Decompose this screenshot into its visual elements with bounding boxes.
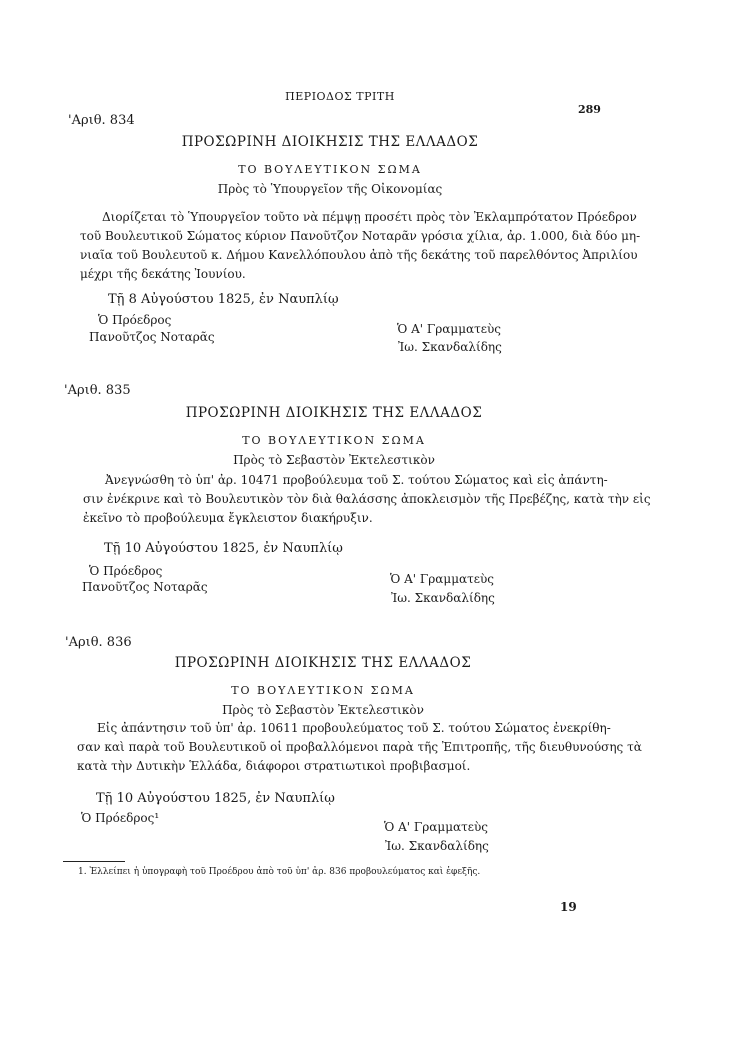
entry-paragraph xyxy=(80,208,641,284)
president-name: Πανοῦτζος Νοταρᾶς xyxy=(89,330,215,344)
footnote-rule xyxy=(63,861,125,862)
entry-number: 'Αριθ. 834 xyxy=(68,113,135,128)
date-line: Τῇ 10 Αὐγούστου 1825, ἐν Ναυπλίῳ xyxy=(104,541,343,556)
president-title: Ὁ Πρόεδρος xyxy=(98,313,172,327)
secretary-name: Ἰω. Σκανδαλίδης xyxy=(385,839,489,853)
paragraph-line: νιαῖα τοῦ Βουλευτοῦ κ. Δήμου Κανελλόπουλου ἀπὸ τῆς δεκάτης τοῦ παρελθόντος Ἀπριλίου xyxy=(80,248,638,262)
footnote: 1. Ἐλλείπει ἡ ὑπογραφὴ τοῦ Προέδρου ἀπὸ τοῦ ὑπ' ἀρ. 836 προβουλεύματος καὶ ἐφεξῆς. xyxy=(78,867,481,877)
entry-paragraph xyxy=(77,719,642,776)
paragraph-line: κατὰ τὴν Δυτικὴν Ἑλλάδα, διάφοροι στρατιωτικοὶ προβιβασμοί. xyxy=(77,759,471,773)
secretary-name: Ἰω. Σκανδαλίδης xyxy=(391,591,495,605)
paragraph-line: Ἀνεγνώσθη τὸ ὑπ' ἀρ. 10471 προβούλευμα τοῦ Σ. τούτου Σώματος καὶ εἰς ἀπάντη- xyxy=(105,473,608,487)
entry-number: 'Αριθ. 836 xyxy=(65,635,132,650)
entry-paragraph xyxy=(83,471,651,528)
addressee: Πρὸς τὸ Σεβαστὸν Ἐκτελεστικὸν xyxy=(222,703,424,717)
paragraph-line: Διορίζεται τὸ Ὑπουργεῖον τοῦτο νὰ πέμψῃ προσέτι πρὸς τὸν Ἐκλαμπρότατον Πρόεδρον xyxy=(102,210,637,224)
secretary-title: Ὁ Α' Γραμματεὺς xyxy=(384,820,488,834)
paragraph-line: τοῦ Βουλευτικοῦ Σώματος κύριον Πανοῦτζον Νοταρᾶν γρόσια χίλια, ἀρ. 1.000, διὰ δύο μη- xyxy=(80,229,641,243)
paragraph-line: Εἰς ἀπάντησιν τοῦ ὑπ' ἀρ. 10611 προβουλεύματος τοῦ Σ. τούτου Σώματος ἐνεκρίθη- xyxy=(97,721,611,735)
government-heading: ΠΡΟΣΩΡΙΝΗ ΔΙΟΙΚΗΣΙΣ ΤΗΣ ΕΛΛΑΔΟΣ xyxy=(185,405,483,421)
president-title: Ὁ Πρόεδρος xyxy=(89,564,163,578)
paragraph-line: σαν καὶ παρὰ τοῦ Βουλευτικοῦ οἱ προβαλλόμενοι παρὰ τῆς Ἐπιτροπῆς, τῆς διευθυνούσης τὰ xyxy=(77,740,642,754)
secretary-name: Ἰω. Σκανδαλίδης xyxy=(398,340,502,354)
government-heading: ΠΡΟΣΩΡΙΝΗ ΔΙΟΙΚΗΣΙΣ ΤΗΣ ΕΛΛΑΔΟΣ xyxy=(181,134,479,150)
addressee: Πρὸς τὸ Σεβαστὸν Ἐκτελεστικὸν xyxy=(233,453,435,467)
president-title: Ὁ Πρόεδρος¹ xyxy=(81,811,160,825)
running-head: ΠΕΡΙΟΔΟΣ ΤΡΙΤΗ xyxy=(285,90,395,103)
date-line: Τῇ 10 Αὐγούστου 1825, ἐν Ναυπλίῳ xyxy=(96,791,335,806)
president-name: Πανοῦτζος Νοταρᾶς xyxy=(82,580,208,594)
body-heading: ΤΟ ΒΟΥΛΕΥΤΙΚΟΝ ΣΩΜΑ xyxy=(231,684,415,697)
addressee: Πρὸς τὸ Ὑπουργεῖον τῆς Οἰκονομίας xyxy=(217,182,443,196)
body-heading: ΤΟ ΒΟΥΛΕΥΤΙΚΟΝ ΣΩΜΑ xyxy=(238,163,422,176)
secretary-title: Ὁ Α' Γραμματεὺς xyxy=(390,572,494,586)
paragraph-line: μέχρι τῆς δεκάτης Ἰουνίου. xyxy=(80,267,246,281)
page-number-bottom: 19 xyxy=(560,900,577,914)
date-line: Τῇ 8 Αὐγούστου 1825, ἐν Ναυπλίῳ xyxy=(108,292,339,307)
entry-number: 'Αριθ. 835 xyxy=(64,383,131,398)
government-heading: ΠΡΟΣΩΡΙΝΗ ΔΙΟΙΚΗΣΙΣ ΤΗΣ ΕΛΛΑΔΟΣ xyxy=(174,655,472,671)
page-number-top: 289 xyxy=(578,103,601,116)
body-heading: ΤΟ ΒΟΥΛΕΥΤΙΚΟΝ ΣΩΜΑ xyxy=(242,434,426,447)
secretary-title: Ὁ Α' Γραμματεὺς xyxy=(397,322,501,336)
paragraph-line: σιν ἐνέκρινε καὶ τὸ Βουλευτικὸν τὸν διὰ θαλάσσης ἀποκλεισμὸν τῆς Πρεβέζης, κατὰ τὴν εἰς xyxy=(83,492,651,506)
paragraph-line: ἐκεῖνο τὸ προβούλευμα ἔγκλειστον διακήρυξιν. xyxy=(83,511,373,525)
